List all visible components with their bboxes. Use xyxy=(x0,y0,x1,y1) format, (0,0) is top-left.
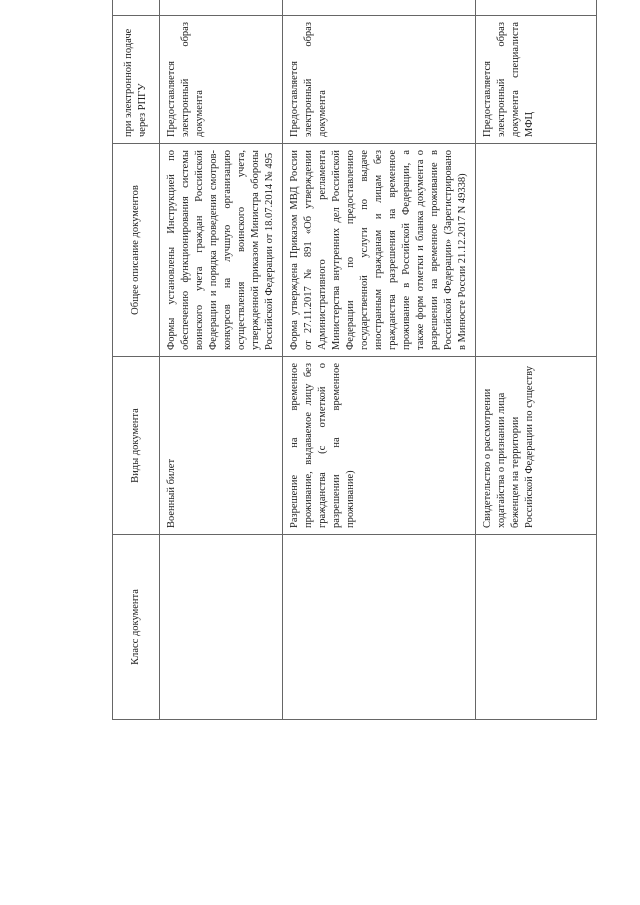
cell-empty xyxy=(160,0,283,16)
cell-scan: Предоставляется электронный образ документа xyxy=(160,16,283,144)
cell-type: Разрешение на временное проживание, выдаваемое лицу без гражданства (с отметкой о разрешении на временное проживание) xyxy=(283,357,476,535)
cell-scan: Предоставляется электронный образ документа xyxy=(283,16,476,144)
header-types: Виды документа xyxy=(113,357,160,535)
cell-class xyxy=(476,535,597,720)
table-row xyxy=(476,0,597,720)
cell-scan: Предоставляется электронный образ документа специалиста МФЦ xyxy=(476,16,597,144)
cell-description: Формы установлены Инструкцией по обеспечению функционирования системы воинского учета граждан Российской Федерации и порядка проведения смотров-конкурсов на лучшую организацию осуществления воинского учета, утвержденной приказом Министра обороны Российской Федерации от 18.07.2014 № 495 xyxy=(160,144,283,357)
cell-empty xyxy=(476,0,597,16)
cell-type: Свидетельство о рассмотрении ходатайства о признании лица беженцем на территории Российской Федерации по существу xyxy=(476,357,597,535)
table-header-row xyxy=(113,0,160,720)
header-empty xyxy=(113,0,160,16)
rotated-document-page xyxy=(112,0,535,720)
cell-description: Форма утверждена Приказом МВД России от 27.11.2017 № 891 «Об утверждении Административного регламента Министерства внутренних дел Российской Федерации по предоставлению государственной услуги по выдаче иностранным гражданам и лицам без гражданства разрешения на временное проживание в Российской Федерации, а также форм отметки и бланка документа о разрешении на временное проживание в Российской Федерации» (Зарегистрировано в Минюсте России 21.12.2017 N 49338) xyxy=(283,144,476,357)
header-description: Общее описание документов xyxy=(113,144,160,357)
header-class: Класс документа xyxy=(113,535,160,720)
cell-empty xyxy=(283,0,476,16)
cell-class xyxy=(160,535,283,720)
document-classes-table xyxy=(112,0,597,720)
cell-class xyxy=(283,535,476,720)
table-row xyxy=(283,0,476,720)
header-scan: при электронной подаче через РПГУ xyxy=(113,16,160,144)
cell-description xyxy=(476,144,597,357)
cell-type: Военный билет xyxy=(160,357,283,535)
table-row xyxy=(160,0,283,720)
